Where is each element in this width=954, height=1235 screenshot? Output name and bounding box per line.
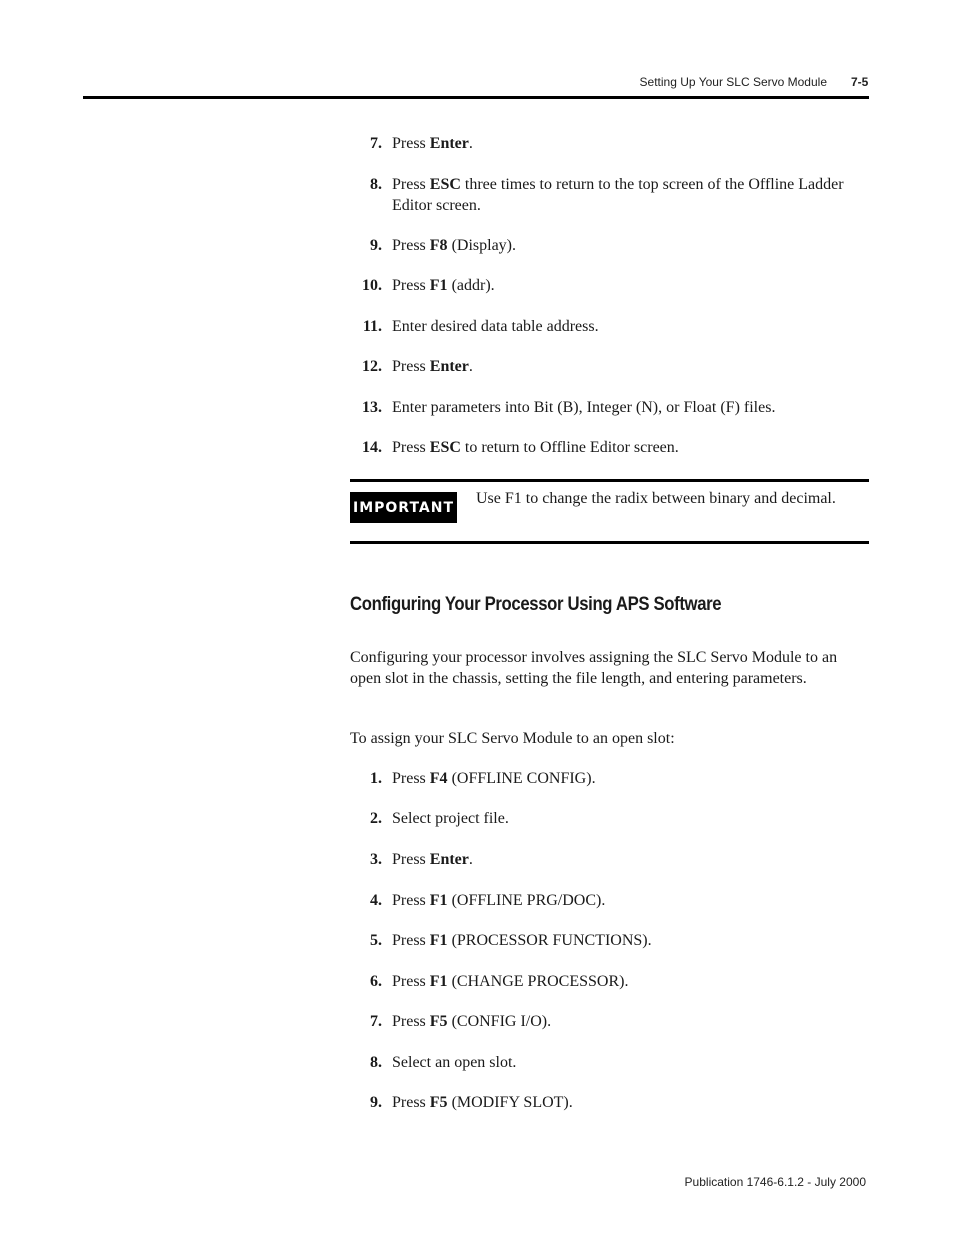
important-badge: IMPORTANT [350,492,457,523]
list-item [350,891,870,912]
step-number: 9. [370,237,382,254]
step-number: 12. [362,358,382,375]
step-text: Press F1 (addr). [392,277,495,294]
header-title: Setting Up Your SLC Servo Module [639,75,827,89]
step-text: Press ESC to return to Offline Editor screen. [392,439,679,456]
step-number: 14. [362,439,382,456]
step-text: Press F5 (MODIFY SLOT). [392,1094,573,1111]
list-item [350,769,870,790]
list-item [350,972,870,993]
step-number: 8. [370,176,382,193]
step-number: 10. [362,277,382,294]
step-number: 6. [370,973,382,990]
step-text: Press Enter. [392,358,473,375]
step-text: Press Enter. [392,851,473,868]
step-text: Select project file. [392,810,509,827]
step-text: Select an open slot. [392,1054,517,1071]
list-item [350,1012,870,1033]
step-text: Press F1 (CHANGE PROCESSOR). [392,973,629,990]
list-item [350,931,870,952]
important-text: Use F1 to change the radix between binary and decimal. [476,490,836,507]
header-rule [83,96,869,99]
step-text: Press Enter. [392,135,473,152]
step-number: 7. [370,135,382,152]
step-number: 13. [362,399,382,416]
step-text: Press F1 (OFFLINE PRG/DOC). [392,892,606,909]
list-item [350,236,870,257]
list-item [350,1053,870,1074]
step-text: Press F5 (CONFIG I/O). [392,1013,552,1030]
step-text: Enter parameters into Bit (B), Integer (N), or Float (F) files. [392,399,776,416]
list-item [350,317,870,338]
step-number: 1. [370,770,382,787]
list-item [350,809,870,830]
callout-top-rule [350,479,869,482]
list-item [350,175,870,216]
list-item [350,276,870,297]
step-number: 9. [370,1094,382,1111]
list-item [350,134,870,155]
step-text: Press F1 (PROCESSOR FUNCTIONS). [392,932,652,949]
step-number: 4. [370,892,382,909]
step-number: 5. [370,932,382,949]
list-item [350,398,870,419]
list-item [350,357,870,378]
intro-paragraph: Configuring your processor involves assigning the SLC Servo Module to an open slot in the chassis, setting the file length, and entering parameters. [350,649,838,687]
step-text: Press F4 (OFFLINE CONFIG). [392,770,596,787]
callout-bottom-rule [350,541,869,544]
step-number: 2. [370,810,382,827]
step-text: Enter desired data table address. [392,318,599,335]
list-item [350,850,870,871]
step-number: 11. [362,318,382,335]
step-text: Press F8 (Display). [392,237,516,254]
step-number: 8. [370,1054,382,1071]
step-number: 7. [370,1013,382,1030]
lead-paragraph: To assign your SLC Servo Module to an open slot: [350,730,675,747]
section-heading: Configuring Your Processor Using APS Software [350,594,722,615]
list-item [350,1093,870,1114]
publication-footer: Publication 1746-6.1.2 - July 2000 [684,1175,866,1189]
list-item [350,438,870,459]
step-text: Press ESC three times to return to the top screen of the Offline Ladder Editor screen. [392,176,844,214]
page-number: 7-5 [851,75,869,89]
step-number: 3. [370,851,382,868]
